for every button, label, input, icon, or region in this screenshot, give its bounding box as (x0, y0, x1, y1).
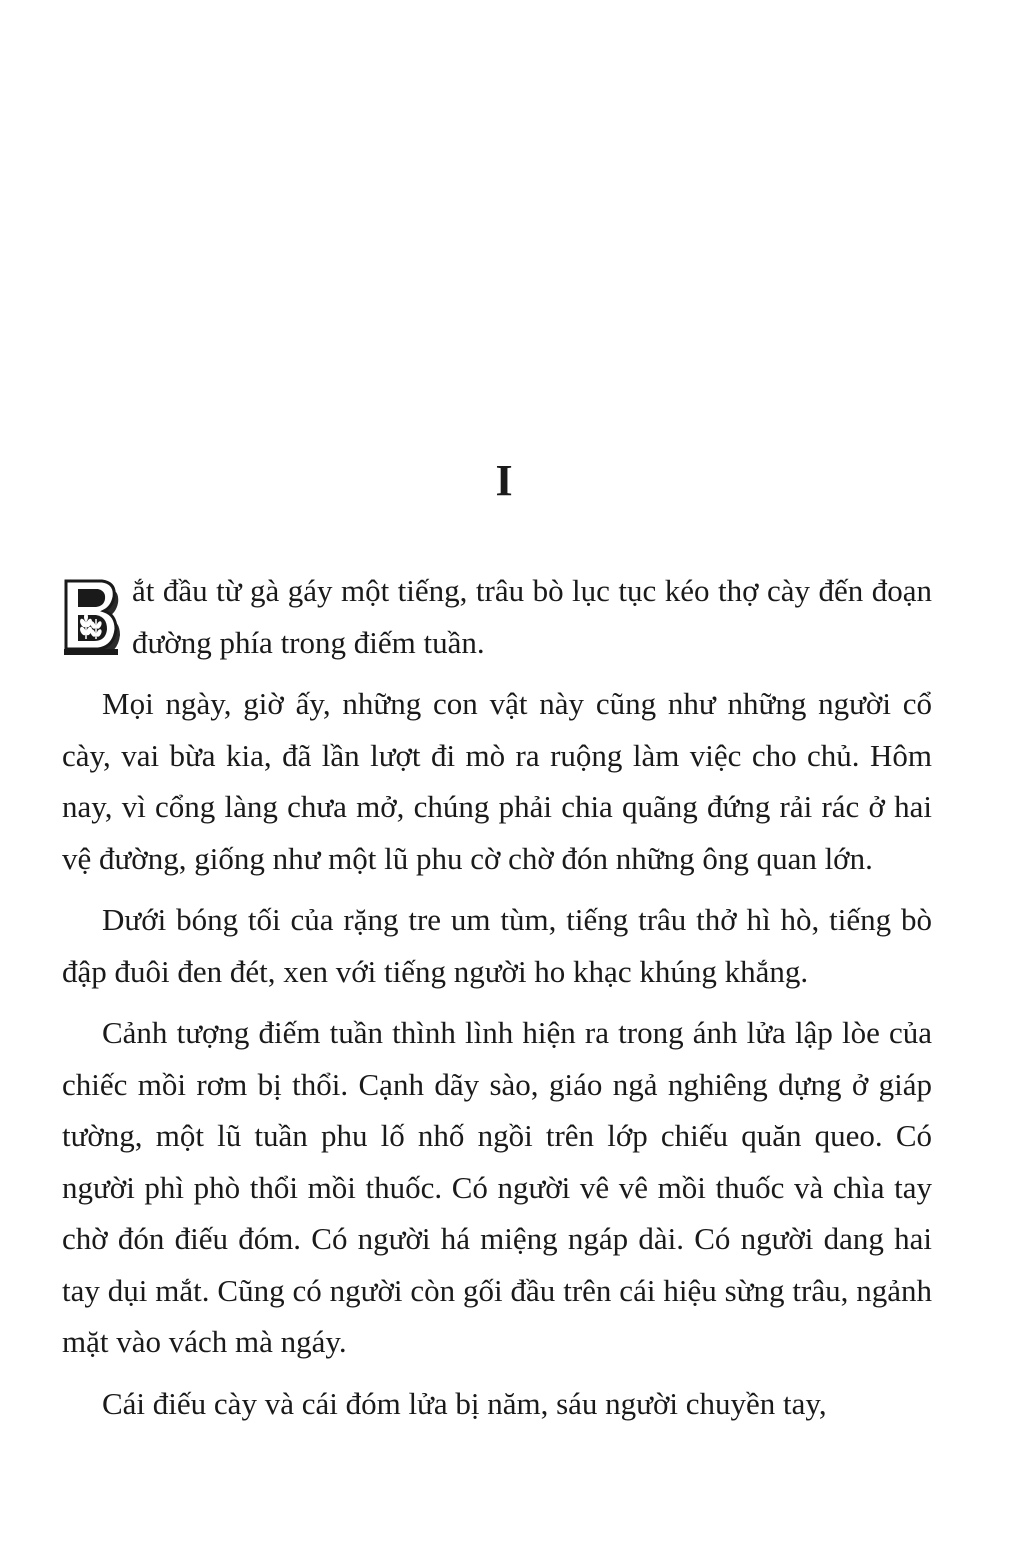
ornamental-drop-cap-icon (62, 573, 122, 669)
chapter-number: I (495, 456, 514, 505)
paragraph-4: Cảnh tượng điếm tuần thình lình hiện ra trong ánh lửa lập lòe của chiếc mồi rơm bị thổi. Cạnh dãy sào, giáo ngả nghiêng dựng ở giáp tường, một lũ tuần phu lố nhố ngồi trên lớp chiếu quăn queo. Có người phì phò thổi mồi thuốc. Có người vê vê mồi thuốc và chìa tay chờ đón điếu đóm. Có người há miệng ngáp dài. Có người dang hai tay dụi mắt. Cũng có người còn gối đầu trên cái hiệu sừng trâu, ngảnh mặt vào vách mà ngáy. (62, 1015, 932, 1359)
paragraph-1-text: ắt đầu từ gà gáy một tiếng, trâu bò lục tục kéo thợ cày đến đoạn đường phía trong điếm tuần. (132, 573, 932, 660)
paragraph-3: Dưới bóng tối của rặng tre um tùm, tiếng trâu thở hì hò, tiếng bò đập đuôi đen đét, xen với tiếng người ho khạc khúng khắng. (62, 902, 932, 989)
paragraph-1 (62, 565, 932, 668)
chapter-body (62, 565, 932, 1439)
paragraph-5: Cái điếu cày và cái đóm lửa bị năm, sáu người chuyền tay, (102, 1385, 827, 1421)
paragraph-2: Mọi ngày, giờ ấy, những con vật này cũng như những người cổ cày, vai bừa kia, đã lần lượt đi mò ra ruộng làm việc cho chủ. Hôm nay, vì cổng làng chưa mở, chúng phải chia quãng đứng rải rác ở hai vệ đường, giống như một lũ phu cờ chờ đón những ông quan lớn. (62, 686, 932, 876)
